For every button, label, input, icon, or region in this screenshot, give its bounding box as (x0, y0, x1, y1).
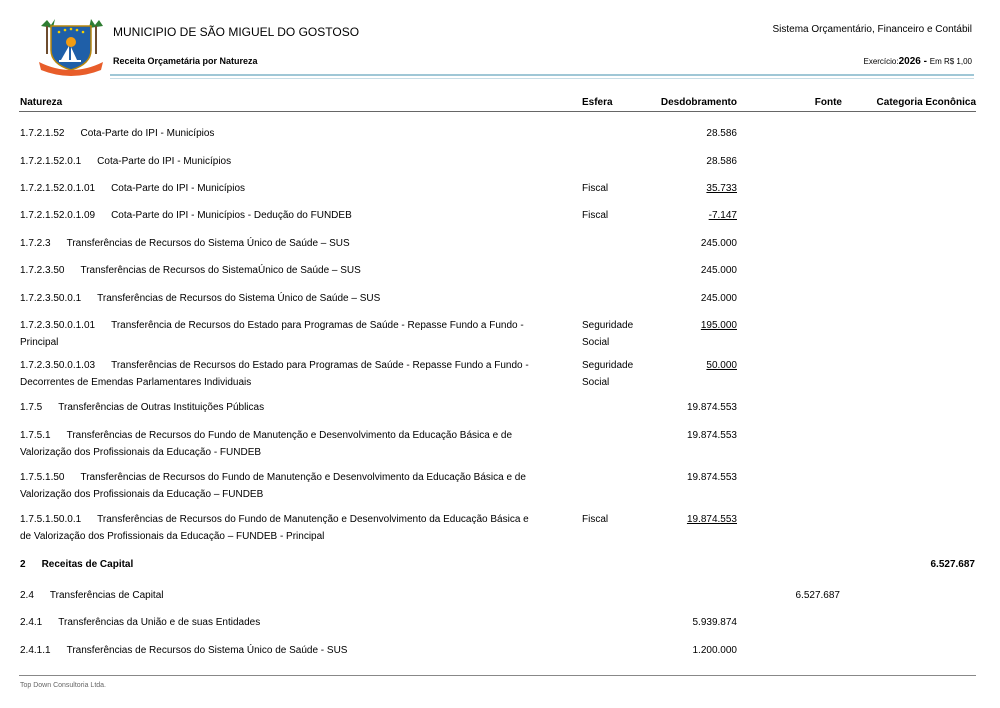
row-esfera: Fiscal (582, 183, 609, 194)
footer-divider (19, 675, 976, 676)
row-description: Cota-Parte do IPI - Municípios (97, 156, 232, 167)
exercise-label: Exercício: (863, 57, 899, 66)
row-description: Transferências da União e de suas Entidades (58, 617, 261, 628)
exercise-info (863, 56, 972, 67)
municipal-coat-of-arms-logo (33, 16, 109, 78)
row-code: 1.7.2.1.52.0.1.01 (20, 183, 96, 194)
row-code: 1.7.2.3.50 (20, 265, 65, 276)
row-desdobramento: 1.200.000 (692, 645, 737, 656)
column-header-desdobramento: Desdobramento (660, 97, 737, 108)
row-code: 1.7.2.1.52 (20, 128, 65, 139)
row-description: Transferências de Recursos do Sistema Único de Saúde – SUS (97, 293, 381, 304)
row-description: Transferências de Recursos do Sistema Único de Saúde - SUS (66, 645, 348, 656)
row-desdobramento: 28.586 (706, 128, 737, 139)
row-code: 2.4.1 (20, 617, 43, 628)
row-desdobramento: 245.000 (700, 238, 737, 249)
row-code: 1.7.5.1.50.0.1 (20, 514, 82, 525)
column-header-natureza: Natureza (20, 97, 63, 108)
row-desdobramento: 5.939.874 (692, 617, 737, 628)
row-description: Transferências de Recursos do SistemaÚnico de Saúde – SUS (80, 265, 361, 276)
row-desdobramento: 19.874.553 (686, 430, 737, 441)
row-code: 2.4.1.1 (20, 645, 51, 656)
column-header-categoria: Categoria Econônica (876, 97, 976, 108)
row-code: 1.7.2.3.50.0.1.03 (20, 360, 96, 371)
row-code: 2.4 (20, 590, 34, 601)
row-description: Transferências de Recursos do Fundo de Manutenção e Desenvolvimento da Educação Básica e de Valorização dos Profissionais da Educação – FUNDEB - Principal (20, 514, 529, 542)
row-fonte: 6.527.687 (795, 590, 840, 601)
row-description: Cota-Parte do IPI - Municípios (80, 128, 215, 139)
row-esfera: Fiscal (582, 514, 609, 525)
row-code: 1.7.2.1.52.0.1 (20, 156, 82, 167)
row-desdobramento: 19.874.553 (686, 472, 737, 483)
row-code: 2 (20, 559, 26, 570)
row-esfera: Seguridade Social (582, 320, 634, 348)
municipality-name: MUNICIPIO DE SÃO MIGUEL DO GOSTOSO (113, 25, 360, 39)
exercise-year: 2026 (898, 56, 921, 67)
row-desdobramento: 35.733 (706, 183, 737, 194)
row-code: 1.7.2.3 (20, 238, 51, 249)
row-code: 1.7.2.3.50.0.1.01 (20, 320, 96, 331)
row-esfera: Seguridade Social (582, 360, 634, 388)
system-name: Sistema Orçamentário, Financeiro e Contábil (772, 24, 972, 35)
row-code: 1.7.2.1.52.0.1.09 (20, 210, 96, 221)
row-description: Transferências de Recursos do Estado para Programas de Saúde - Repasse Fundo a Fundo - Decorrentes de Emendas Parlamentares Individuais (20, 360, 529, 388)
row-desdobramento: 245.000 (700, 293, 737, 304)
row-description: Transferências de Recursos do Fundo de Manutenção e Desenvolvimento da Educação Básica e de Valorização dos Profissionais da Educação - FUNDEB (20, 430, 513, 458)
row-description: Receitas de Capital (41, 559, 134, 570)
row-description: Transferências de Recursos do Sistema Único de Saúde – SUS (66, 238, 350, 249)
row-code: 1.7.2.3.50.0.1 (20, 293, 82, 304)
row-description: Transferências de Capital (49, 590, 164, 601)
row-code: 1.7.5.1 (20, 430, 51, 441)
row-description: Transferências de Recursos do Fundo de Manutenção e Desenvolvimento da Educação Básica e de Valorização dos Profissionais da Educação – FUNDEB (20, 472, 526, 500)
column-header-divider (19, 111, 976, 112)
row-desdobramento: 19.874.553 (686, 514, 737, 525)
row-code: 1.7.5 (20, 402, 43, 413)
row-description: Cota-Parte do IPI - Municípios (111, 183, 246, 194)
row-desdobramento: 245.000 (700, 265, 737, 276)
row-desdobramento: -7.147 (708, 210, 737, 221)
exercise-separator: - (920, 56, 930, 67)
row-categoria: 6.527.687 (930, 559, 975, 570)
row-desdobramento: 19.874.553 (686, 402, 737, 413)
row-code: 1.7.5.1.50 (20, 472, 65, 483)
column-header-fonte: Fonte (814, 97, 842, 108)
header-divider-secondary (110, 78, 974, 79)
row-description: Transferências de Outras Instituições Públicas (58, 402, 265, 413)
currency-note: Em R$ 1,00 (929, 57, 972, 66)
header-divider (110, 74, 974, 76)
report-title: Receita Orçametária por Natureza (113, 56, 258, 66)
row-desdobramento: 195.000 (700, 320, 737, 331)
row-desdobramento: 50.000 (706, 360, 737, 371)
row-esfera: Fiscal (582, 210, 609, 221)
row-description: Cota-Parte do IPI - Municípios - Dedução do FUNDEB (111, 210, 352, 221)
row-description: Transferência de Recursos do Estado para Programas de Saúde - Repasse Fundo a Fundo - Principal (20, 320, 524, 348)
column-header-esfera: Esfera (582, 97, 613, 108)
footer-company: Top Down Consultoria Ltda. (20, 682, 106, 689)
row-desdobramento: 28.586 (706, 156, 737, 167)
